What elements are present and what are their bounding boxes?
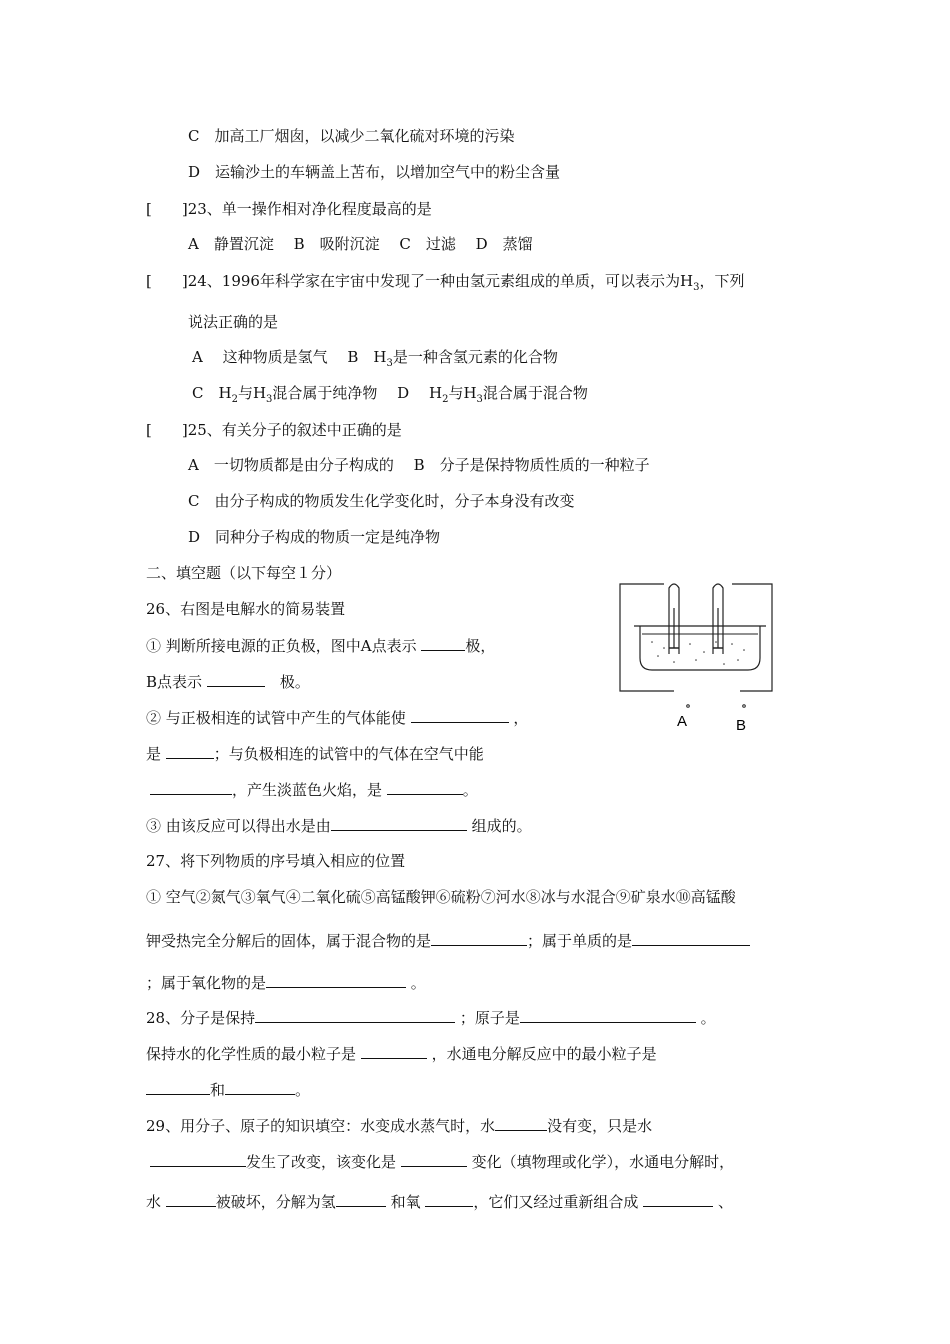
- option-d-line: D 运输沙土的车辆盖上苫布，以增加空气中的粉尘含量: [188, 163, 561, 181]
- question-24-options-cd: C $H_2$与$H_3$混合属于纯净物 D $H_2$与$H_3$混合属于混合物: [192, 384, 588, 405]
- blank[interactable]: [150, 779, 232, 795]
- question-24-cont: 说法正确的是: [188, 313, 279, 331]
- blank[interactable]: [166, 743, 214, 759]
- question-29: 29、用分子、原子的知识填空：水变成水蒸气时，水 没有变，只是水: [146, 1117, 653, 1135]
- blank[interactable]: [632, 930, 750, 946]
- blank[interactable]: [150, 1151, 246, 1167]
- wire-left: [620, 584, 674, 691]
- blank[interactable]: [431, 930, 527, 946]
- blank[interactable]: [207, 671, 265, 687]
- water-dots: [651, 641, 745, 665]
- terminal-b: [743, 705, 746, 708]
- option-c-line: C 加高工厂烟囱，以减少二氧化硫对环境的污染: [188, 127, 515, 145]
- question-28-b: 保持水的化学性质的最小粒子是 ，水通电分解反应中的最小粒子是: [146, 1045, 657, 1063]
- blank[interactable]: [411, 707, 509, 723]
- blank[interactable]: [520, 1007, 696, 1023]
- question-26: 26、右图是电解水的简易装置: [146, 600, 346, 618]
- blank[interactable]: [146, 1079, 210, 1095]
- question-27-cont: 钾受热完全分解后的固体，属于混合物的是 ；属于单质的是: [146, 930, 750, 951]
- question-26-part2: ② 与正极相连的试管中产生的气体能使 ，: [146, 709, 529, 727]
- question-26-part3: ③ 由该反应可以得出水是由 组成的。: [146, 817, 532, 835]
- blank[interactable]: [266, 972, 406, 988]
- question-26-part1: ① 判断所接电源的正负极，图中A点表示 极，: [146, 637, 496, 655]
- blank[interactable]: [421, 635, 465, 651]
- question-27-cont-b: ；属于氧化物的是 。: [146, 974, 426, 992]
- question-27-items: ① 空气②氮气③氧气④二氧化硫⑤高锰酸钾⑥硫粉⑦河水⑧冰与水混合⑨矿泉水⑩高锰酸: [146, 888, 736, 906]
- question-25-option-d: D 同种分子构成的物质一定是纯净物: [188, 528, 441, 546]
- blank[interactable]: [336, 1191, 386, 1207]
- blank[interactable]: [643, 1191, 713, 1207]
- blank[interactable]: [255, 1007, 455, 1023]
- terminal-a: [687, 705, 690, 708]
- question-26-part1-b: B点表示 极。: [146, 673, 310, 691]
- question-26-part2-b: 是 ；与负极相连的试管中的气体在空气中能: [146, 745, 484, 763]
- question-24: [ ]24、1996年科学家在宇宙中发现了一种由氢元素组成的单质，可以表示为$H_3$，下列: [146, 272, 745, 293]
- question-28: 28、分子是保持 ；原子是 。: [146, 1009, 716, 1027]
- electrolysis-diagram: [612, 578, 792, 738]
- blank[interactable]: [401, 1151, 467, 1167]
- question-28-c: 和 。: [146, 1079, 310, 1100]
- blank[interactable]: [361, 1043, 427, 1059]
- question-29-c: 水 被破坏，分解为氢 和氧 ，它们又经过重新组合成 、: [146, 1193, 733, 1211]
- blank[interactable]: [166, 1191, 216, 1207]
- beaker: [640, 626, 760, 670]
- label-a: A: [677, 713, 688, 730]
- section-heading: 二、填空题（以下每空１分）: [146, 564, 342, 582]
- question-24-options-ab: A 这种物质是氢气 B $H_3$是一种含氢元素的化合物: [192, 348, 558, 369]
- question-25-option-c: C 由分子构成的物质发生化学变化时，分子本身没有改变: [188, 492, 575, 510]
- question-25-options-ab: A 一切物质都是由分子构成的 B 分子是保持物质性质的一种粒子: [188, 456, 650, 474]
- blank[interactable]: [225, 1079, 295, 1095]
- question-25: [ ]25、有关分子的叙述中正确的是: [146, 421, 402, 439]
- question-23: [ ]23、单一操作相对净化程度最高的是: [146, 200, 432, 218]
- question-26-part2-c: ，产生淡蓝色火焰，是 。: [150, 779, 478, 800]
- question-23-options: A 静置沉淀 B 吸附沉淀 C 过滤 D 蒸馏: [188, 235, 533, 253]
- blank[interactable]: [425, 1191, 473, 1207]
- blank[interactable]: [331, 815, 467, 831]
- blank[interactable]: [495, 1115, 547, 1131]
- wire-right: [732, 584, 772, 691]
- question-27: 27、将下列物质的序号填入相应的位置: [146, 852, 406, 870]
- question-29-b: 发生了改变，该变化是 变化（填物理或化学），水通电分解时，: [150, 1151, 734, 1172]
- blank[interactable]: [387, 779, 463, 795]
- label-b: B: [736, 717, 747, 734]
